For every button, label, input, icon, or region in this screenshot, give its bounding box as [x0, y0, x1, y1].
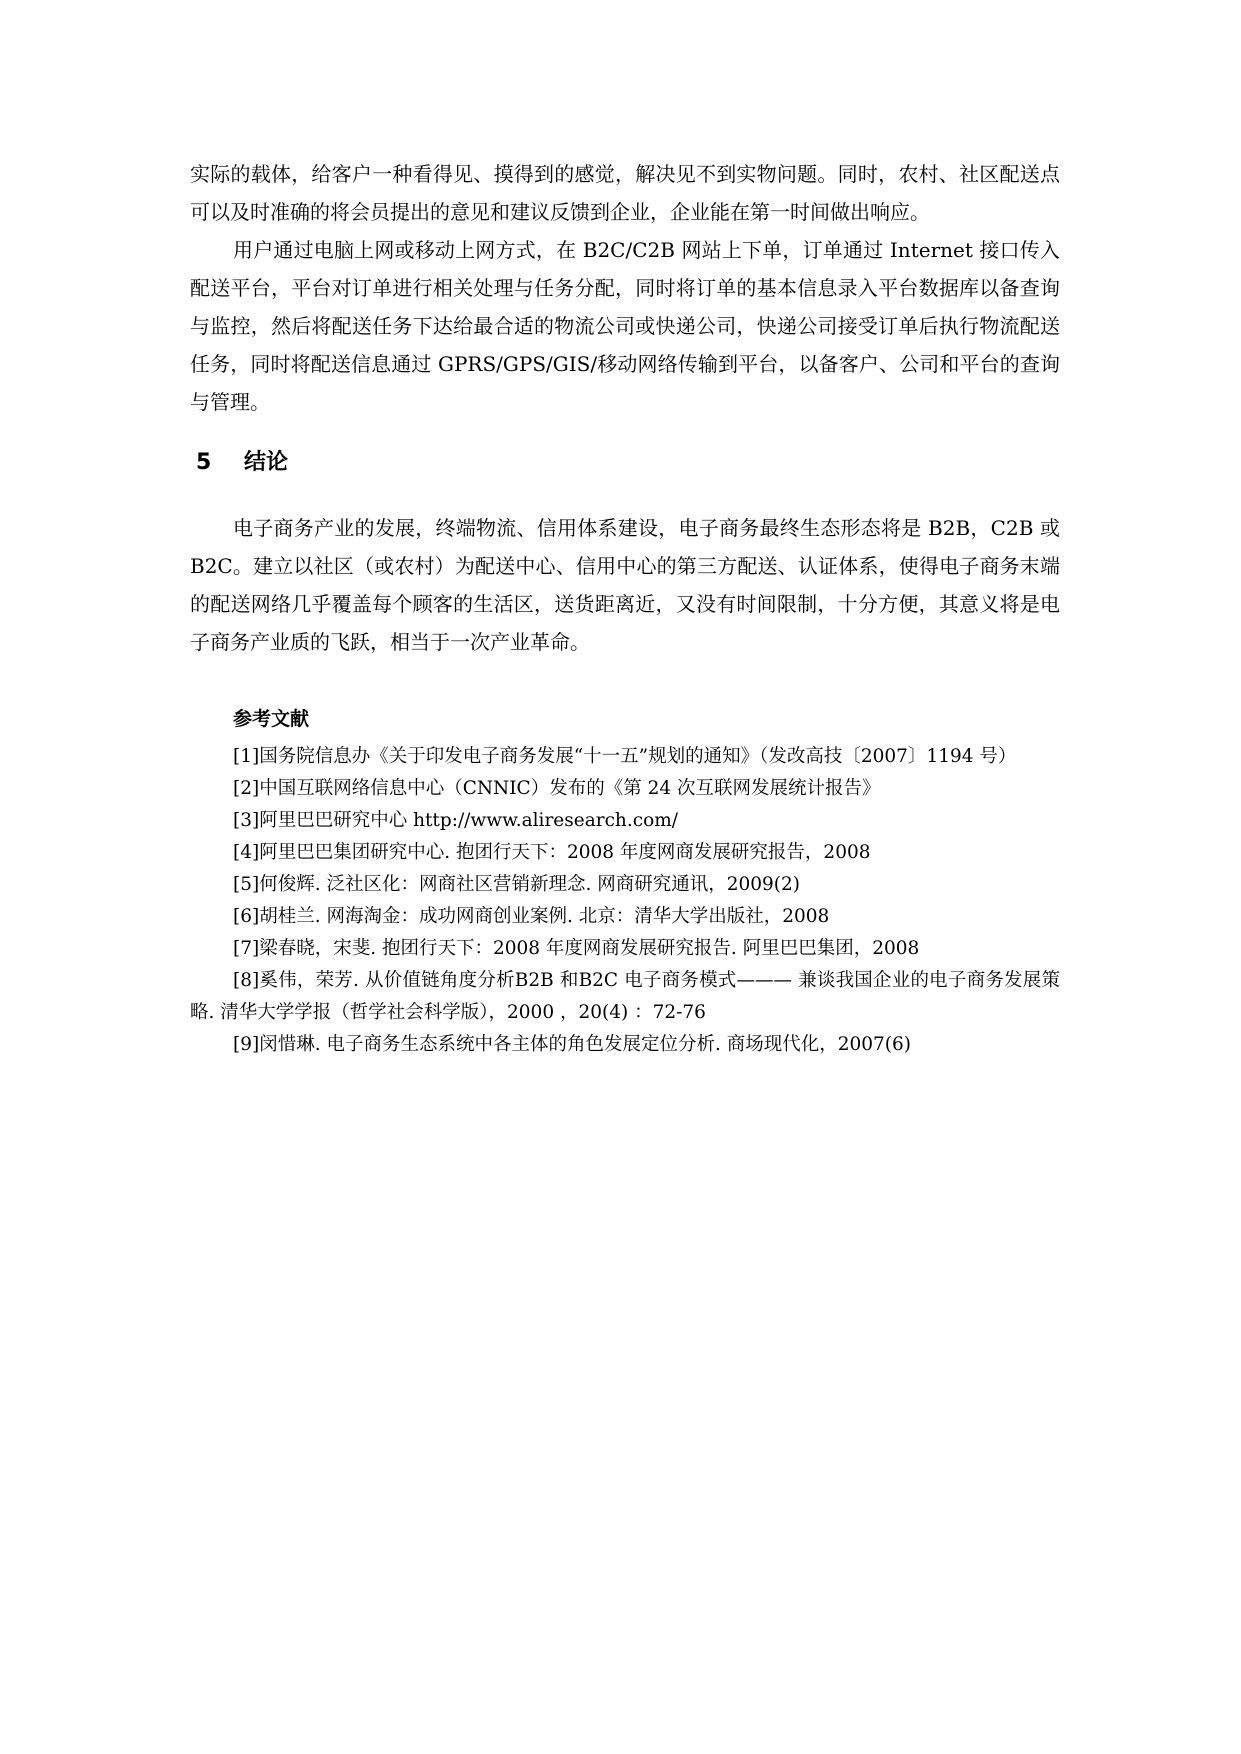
reference-item: [3]阿里巴巴研究中心 http://www.aliresearch.com/	[233, 810, 679, 831]
body-paragraph: 用户通过电脑上网或移动上网方式，在 B2C/C2B 网站上下单，订单通过 Internet 接口传入配送平台，平台对订单进行相关处理与任务分配，同时将订单的基本信息录入平台数据库以备查询与监控，然后将配送任务下达给最合适的物流公司或快递公司，快递公司接受订单后执行物流配送任务，同时将配送信息通过 GPRS/GPS/GIS/移动网络传输到平台，以备客户、公司和平台的查询与管理。	[190, 238, 1060, 414]
reference-item: [7]梁春晓，宋斐. 抱团行天下：2008 年度网商发展研究报告. 阿里巴巴集团，2008	[233, 938, 920, 959]
reference-item: [8]奚伟，荣芳. 从价值链角度分析B2B 和B2C 电子商务模式——— 兼谈我国企业的电子商务发展策略. 清华大学学报（哲学社会科学版），2000 ，20(4) ：72-76	[190, 970, 1060, 1023]
conclusion-paragraph: 电子商务产业的发展，终端物流、信用体系建设，电子商务最终生态形态将是 B2B，C2B 或 B2C。建立以社区（或农村）为配送中心、信用中心的第三方配送、认证体系，使得电子商务末端的配送网络几乎覆盖每个顾客的生活区，送货距离近，又没有时间限制，十分方便，其意义将是电子商务产业质的飞跃，相当于一次产业革命。	[190, 516, 1060, 654]
reference-item: [1]国务院信息办《关于印发电子商务发展“十一五”规划的通知》（发改高技〔2007〕1194 号）	[233, 746, 1017, 767]
reference-item: [2]中国互联网络信息中心（CNNIC）发布的《第 24 次互联网发展统计报告》	[233, 778, 881, 799]
reference-item: [4]阿里巴巴集团研究中心. 抱团行天下：2008 年度网商发展研究报告，2008	[233, 842, 871, 863]
section-spacer	[190, 483, 1060, 509]
section-heading	[190, 443, 1060, 483]
references-list	[190, 741, 1060, 1061]
reference-item: [9]闵惜琳. 电子商务生态系统中各主体的角色发展定位分析. 商场现代化，2007(6)	[233, 1034, 912, 1055]
section-number: 5	[196, 450, 212, 475]
references-title: 参考文献	[233, 708, 310, 730]
section-title: 结论	[244, 450, 289, 475]
body-paragraph: 实际的载体，给客户一种看得见、摸得到的感觉，解决见不到实物问题。同时，农村、社区配送点可以及时准确的将会员提出的意见和建议反馈到企业，企业能在第一时间做出响应。	[190, 162, 1060, 224]
page-content	[190, 155, 1060, 1061]
reference-item: [6]胡桂兰. 网海淘金：成功网商创业案例. 北京：清华大学出版社，2008	[233, 906, 830, 927]
reference-item: [5]何俊辉. 泛社区化：网商社区营销新理念. 网商研究通讯，2009(2)	[233, 874, 801, 895]
